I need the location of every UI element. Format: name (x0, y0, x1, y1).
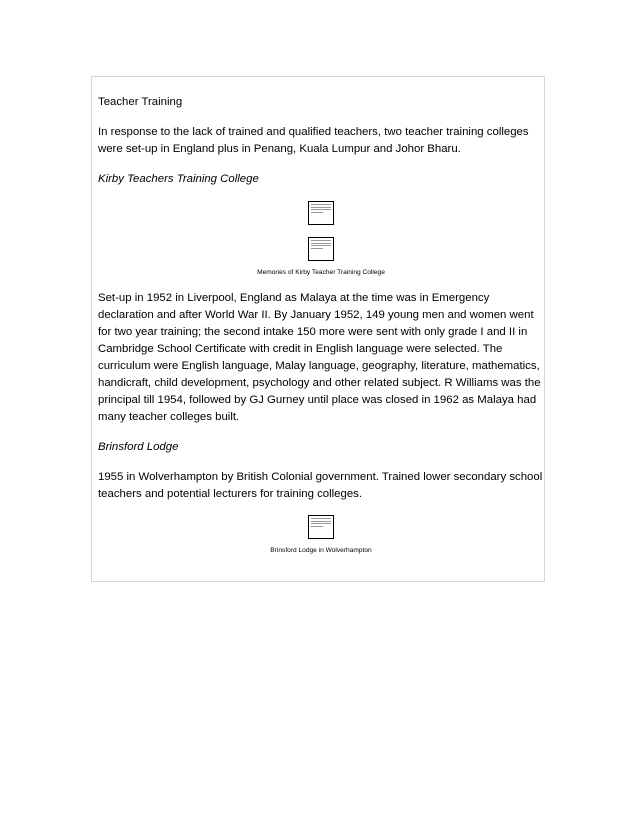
section-body-brinsford: 1955 in Wolverhampton by British Colonial government. Trained lower secondary school teachers and potential lecturers for training colleges. (98, 471, 543, 500)
intro-paragraph: In response to the lack of trained and qualified teachers, two teacher training colleges were set-up in England plus in Penang, Kuala Lumpur and Johor Bharu. (98, 126, 529, 155)
figure-kirby (98, 201, 544, 277)
document-frame (91, 76, 545, 582)
image-thumbnail-kirby-1 (308, 201, 334, 225)
image-thumbnail-kirby-2 (308, 237, 334, 261)
document-content (98, 94, 544, 555)
caption-kirby: Memories of Kirby Teacher Training College (257, 269, 385, 276)
image-thumbnail-brinsford (308, 515, 334, 539)
section-heading-brinsford: Brinsford Lodge (98, 441, 179, 453)
document-title: Teacher Training (98, 96, 183, 108)
figure-brinsford (98, 515, 544, 555)
caption-brinsford: Brinsford Lodge in Wolverhampton (270, 547, 372, 554)
section-heading-kirby: Kirby Teachers Training College (98, 173, 259, 185)
section-body-kirby: Set-up in 1952 in Liverpool, England as Malaya at the time was in Emergency declaration and after World War II. By January 1952, 149 young men and women went for two year training; the second intake 150 more were sent with only grade I and II in Cambridge School Certificate with credit in English language were selected. The curriculum were English language, Malay language, geography, literature, mathematics, handicraft, child development, psychology and other related subject. R Williams was the principal till 1954, followed by GJ Gurney until place was closed in 1962 as Malaya had many teacher colleges built. (98, 292, 541, 423)
